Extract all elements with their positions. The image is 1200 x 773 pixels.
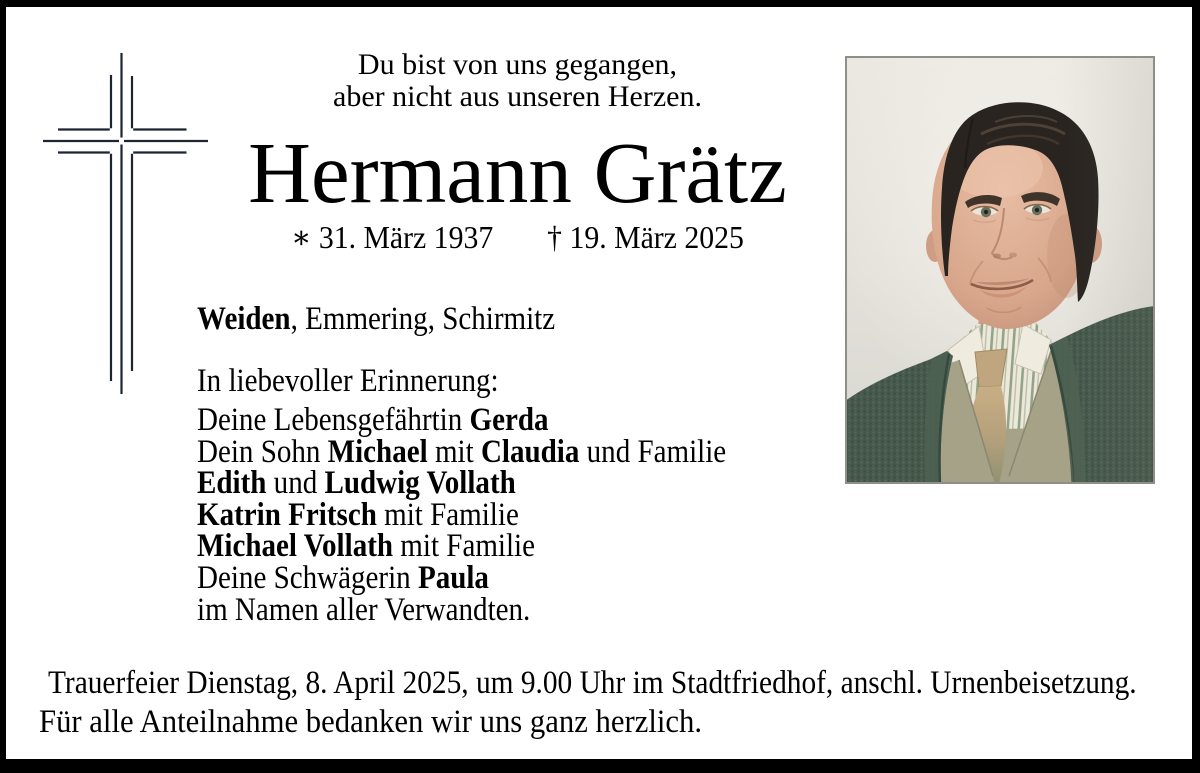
mourner-line [197, 528, 726, 565]
name-bold: Michael [327, 433, 428, 470]
frame-right [1192, 0, 1200, 773]
name-bold: Ludwig Vollath [324, 465, 516, 502]
death-date: † 19. März 2025 [547, 219, 744, 255]
verse-line-1: Du bist von uns gegangen, [357, 48, 678, 81]
funeral-info-line: Trauerfeier Dienstag, 8. April 2025, um 9.00 Uhr im Stadtfriedhof, anschl. Urnenbeisetzung. [48, 665, 1137, 701]
text-regular: mit Familie [376, 496, 519, 533]
deceased-name: Hermann Grätz [248, 124, 787, 221]
name-bold: Michael Vollath [197, 528, 394, 565]
cross-icon [40, 50, 215, 400]
text-regular: und Familie [579, 433, 727, 470]
birth-date: ∗ 31. März 1937 [291, 219, 494, 255]
portrait-photo [845, 56, 1155, 484]
frame-left [0, 0, 6, 773]
mourner-line [197, 591, 726, 628]
memorial-intro: In liebevoller Erinnerung: [197, 363, 499, 399]
frame-bottom [0, 759, 1200, 773]
text-regular: Deine Schwägerin [197, 559, 418, 596]
name-bold: Gerda [469, 402, 549, 438]
text-regular: , Emmering, Schirmitz [290, 301, 556, 337]
mourner-line [197, 559, 726, 596]
name-bold: Edith [197, 465, 267, 502]
mourner-line [197, 402, 726, 438]
mourner-line [197, 433, 727, 470]
mourners-list [197, 402, 727, 628]
text-regular: im Namen aller Verwandten. [197, 591, 531, 628]
mourner-line [197, 496, 726, 533]
name-bold: Katrin Fritsch [197, 496, 377, 533]
name-bold: Claudia [480, 433, 580, 470]
opening-verse [195, 49, 840, 113]
thanks-line: Für alle Anteilnahme bedanken wir uns ganz herzlich. [39, 704, 703, 740]
text-regular: mit Familie [393, 528, 536, 565]
places-line [197, 303, 555, 336]
name-bold: Weiden [197, 301, 291, 337]
verse-line-2: aber nicht aus unseren Herzen. [333, 80, 702, 113]
mourner-line [197, 465, 726, 502]
frame-top [0, 0, 1200, 7]
text-regular: Deine Lebensgefährtin [197, 402, 470, 438]
text-regular: und [266, 465, 325, 502]
life-dates [218, 221, 818, 254]
text-regular: mit [427, 433, 481, 470]
name-bold: Paula [417, 559, 489, 596]
text-regular: Dein Sohn [197, 433, 328, 470]
